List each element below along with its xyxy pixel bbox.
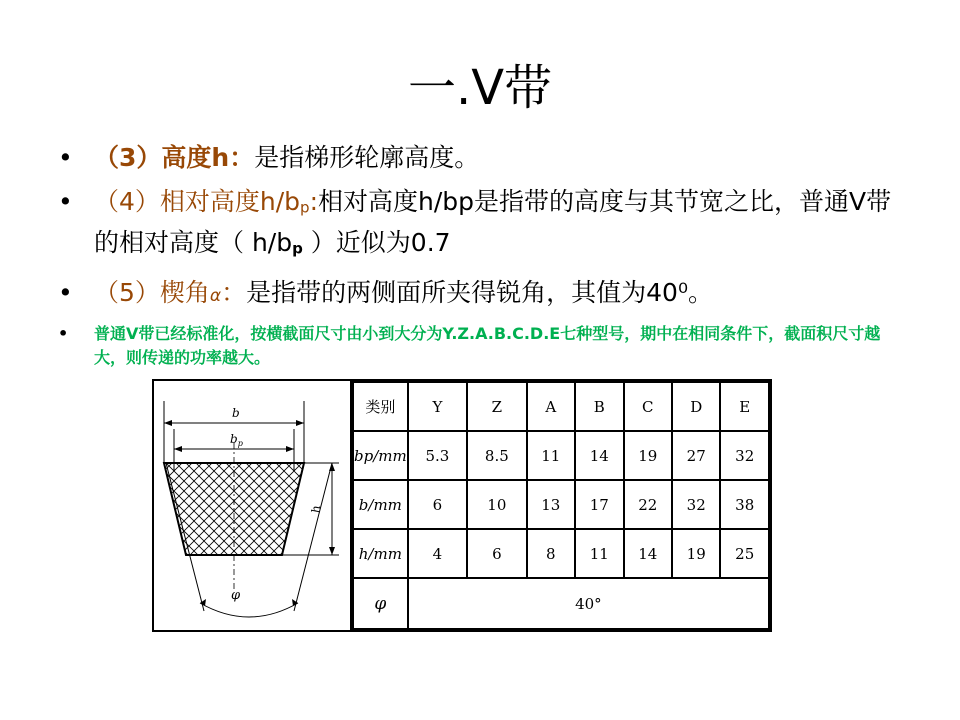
table-cell: 5.3 (408, 431, 467, 480)
bullet-dot-icon: • (58, 323, 69, 343)
table-row (353, 529, 769, 578)
bullet-relative-height (58, 184, 908, 267)
row-label: φ (353, 578, 408, 629)
table-cell: 38 (720, 480, 769, 529)
bullet-wedge-angle (58, 275, 908, 314)
table-cell: 32 (672, 480, 720, 529)
bullet-dot-icon: • (58, 277, 73, 307)
bullet-list (58, 140, 908, 378)
cross-section-diagram (154, 381, 352, 630)
table-cell: 40° (408, 578, 769, 629)
table-cell: 11 (575, 529, 623, 578)
dim-h-label: h (309, 505, 323, 513)
slide-title: 一.V带 (407, 60, 553, 116)
table-cell: 22 (624, 480, 672, 529)
table-cell: 6 (467, 529, 526, 578)
bullet-text: 相对高度h/bp是指带的高度与其节宽之比，普通V带的相对高度（ $h/b_p$ ）近似为0.7 (94, 187, 892, 258)
table-header-cell: Z (467, 382, 526, 431)
table-cell: 8.5 (467, 431, 526, 480)
table-cell: 13 (527, 480, 575, 529)
table-row-phi (353, 578, 769, 629)
bullet-dot-icon: • (58, 187, 73, 216)
table-header-cell: B (575, 382, 623, 431)
table-cell: 8 (527, 529, 575, 578)
cross-section-svg (154, 381, 350, 630)
bullet-prefix: （4）相对高度$h/b_p$: (94, 187, 319, 217)
dim-b-label: b (232, 406, 240, 420)
table-header-cell: 类别 (353, 382, 408, 431)
bullet-text: 是指梯形轮廓高度。 (254, 143, 480, 172)
dim-phi-label: φ (231, 588, 241, 603)
bullet-height (58, 140, 908, 176)
row-label: bp/mm (353, 431, 408, 480)
bullet-prefix: （5）楔角α： (94, 277, 247, 307)
table-cell: 32 (720, 431, 769, 480)
table-cell: 10 (467, 480, 526, 529)
table-header-cell: A (527, 382, 575, 431)
bullet-prefix: （3）高度h： (94, 143, 255, 172)
table-cell: 27 (672, 431, 720, 480)
table-cell: 4 (408, 529, 467, 578)
note-text: 普通V带已经标准化，按横截面尺寸由小到大分为Y.Z.A.B.C.D.E七种型号，期中在相同条件下，截面积尺寸越大，则传递的功率越大。 (94, 323, 881, 367)
table-header-row (353, 382, 769, 431)
table-header-cell: E (720, 382, 769, 431)
table-cell: 19 (624, 431, 672, 480)
table-cell: 14 (575, 431, 623, 480)
table-cell: 19 (672, 529, 720, 578)
dim-bp-label: $b_p$ (230, 432, 243, 448)
bullet-text: 是指带的两侧面所夹得锐角，其值为40⁰。 (246, 277, 713, 307)
table-header-cell: C (624, 382, 672, 431)
bullet-dot-icon: • (58, 143, 73, 172)
table-cell: 25 (720, 529, 769, 578)
table-cell: 6 (408, 480, 467, 529)
table-header-cell: Y (408, 382, 467, 431)
row-label: b/mm (353, 480, 408, 529)
vbelt-spec-table (352, 381, 770, 630)
table-row (353, 480, 769, 529)
bullet-note (58, 322, 908, 370)
table-cell: 14 (624, 529, 672, 578)
table-row (353, 431, 769, 480)
table-header-cell: D (672, 382, 720, 431)
table-cell: 11 (527, 431, 575, 480)
table-cell: 17 (575, 480, 623, 529)
row-label: h/mm (353, 529, 408, 578)
vbelt-figure (152, 379, 772, 632)
